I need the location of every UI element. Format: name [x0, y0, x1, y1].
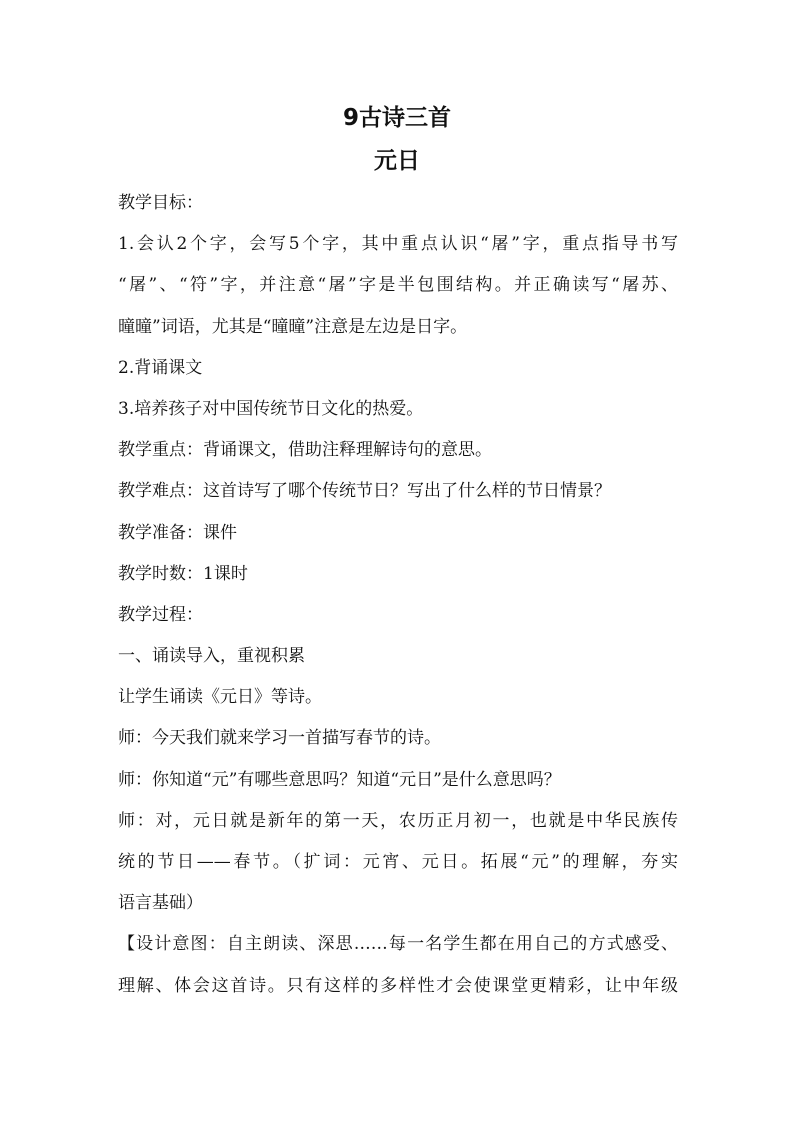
text-line: 统的节日——春节。（扩词：元宵、元日。拓展“元”的理解，夯实 [118, 852, 678, 872]
text-line: 1.会认2个字，会写5个字，其中重点认识“屠”字，重点指导书写 [118, 234, 678, 255]
text-line: 教学难点：这首诗写了哪个传统节日？写出了什么样的节日情景？ [118, 481, 611, 502]
text-line: 教学目标： [118, 193, 203, 213]
text-line: 一、诵读导入，重视积累 [118, 646, 305, 667]
poem-title: 元日 [374, 148, 420, 174]
text-line: 曈曈”词语，尤其是“曈曈”注意是左边是日字。 [118, 316, 468, 337]
text-line: 【设计意图：自主朗读、深思……每一名学生都在用自己的方式感受、 [118, 934, 678, 955]
text-line: 师：对，元日就是新年的第一天，农历正月初一，也就是中华民族传 [118, 810, 678, 831]
text-line: 语言基础） [118, 893, 203, 914]
text-line: 让学生诵读《元日》等诗。 [118, 687, 322, 708]
text-line: 教学时数：1课时 [118, 563, 248, 584]
lesson-plan-body [118, 183, 678, 1007]
text-line: “屠”、“符”字，并注意“屠”字是半包围结构。并正确读写“屠苏、 [118, 275, 678, 296]
text-line: 师：今天我们就来学习一首描写春节的诗。 [118, 728, 441, 749]
text-line: 师：你知道“元”有哪些意思吗？知道“元日”是什么意思吗？ [118, 769, 561, 790]
text-line: 2.背诵课文 [118, 357, 203, 378]
text-line: 教学重点：背诵课文，借助注释理解诗句的意思。 [118, 440, 492, 461]
text-line: 3.培养孩子对中国传统节日文化的热爱。 [118, 398, 424, 419]
text-line: 理解、体会这首诗。只有这样的多样性才会使课堂更精彩，让中年级 [118, 975, 678, 996]
text-line: 教学过程： [118, 604, 203, 625]
text-line: 教学准备：课件 [118, 522, 237, 543]
document-title: 9古诗三首 [342, 105, 451, 131]
